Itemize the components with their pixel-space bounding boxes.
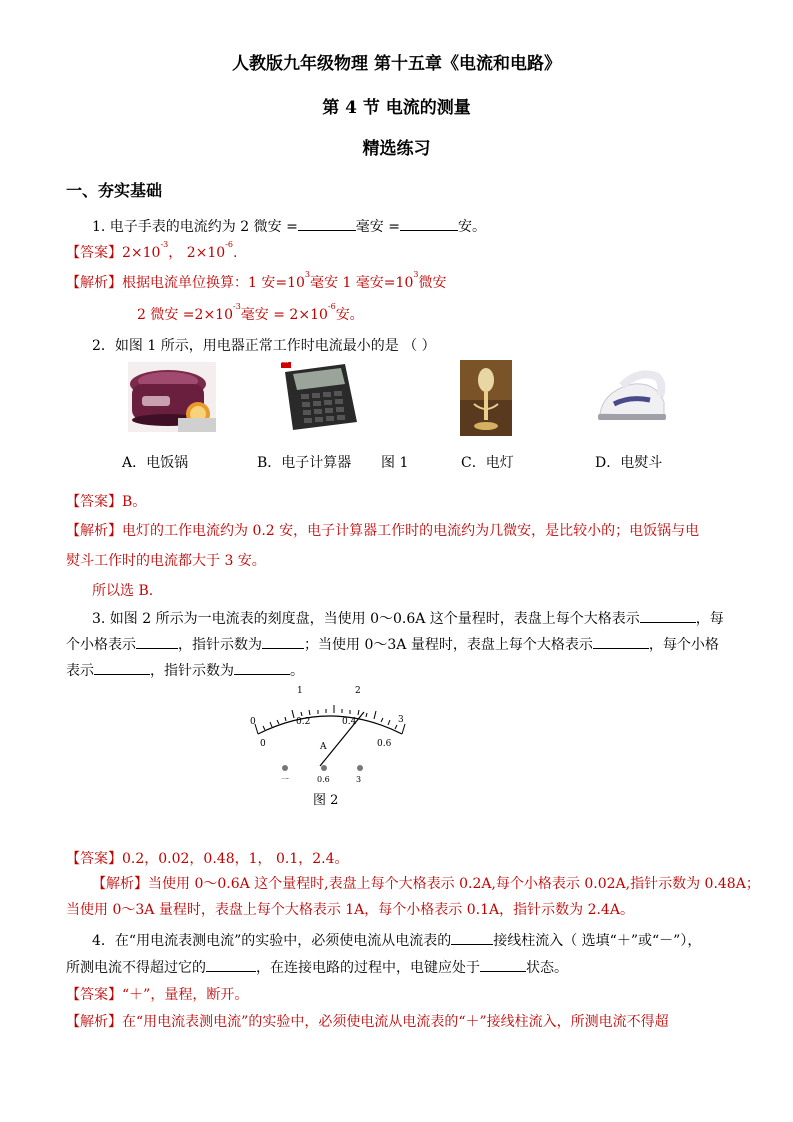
q3-line2: 个小格表示 ，指针示数为 ；当使用 0～3A 量程时，表盘上每个大格表示 ，每个小格: [66, 637, 719, 653]
option-c: C．电灯: [461, 455, 514, 471]
q2-answer: 【答案】B。: [66, 494, 147, 510]
q2-analysis: 【解析】电灯的工作电流约为 0.2 安，电子计算器工作时的电流约为几微安，是比较小的；电饭锅与电: [66, 523, 700, 539]
dial-unit: A: [320, 742, 327, 752]
option-d: D．电熨斗: [595, 455, 663, 471]
dial-inner-0: 0: [260, 739, 266, 749]
doc-title: 人教版九年级物理 第十五章《电流和电路》: [232, 54, 561, 74]
option-b: B．电子计算器: [257, 455, 352, 471]
q3-analysis-line2: 当使用 0～3A 量程时，表盘上每个大格表示 1A，每个小格表示 0.1A，指针示数为 2.4A。: [66, 902, 634, 918]
q1-question: 1. 电子手表的电流约为 2 微安 = 毫安 = 安。: [92, 219, 486, 235]
calculator-image: [279, 360, 359, 432]
lamp-image: [460, 360, 512, 436]
q1-analysis-line2: 2 微安 $=2\times 10^{-3}$毫安 = $2\times 10^{-6}$安。: [137, 302, 364, 323]
section-title: 第 4 节 电流的测量: [322, 98, 471, 118]
subtitle: 精选练习: [362, 139, 431, 159]
terminal-negative: 一: [281, 775, 289, 784]
fig2-label: 图 2: [313, 793, 339, 808]
iron-image: [594, 362, 670, 432]
dial-outer-0: 0: [250, 717, 256, 727]
terminal-3: 3: [356, 775, 362, 784]
fig1-label: 图 1: [381, 455, 409, 471]
q4-analysis: 【解析】在“用电流表测电流”的实验中，必须使电流从电流表的“＋”接线柱流入，所测电流不得超: [66, 1014, 669, 1030]
q1-analysis: 【解析】根据电流单位换算：1 安$=10^3$毫安 1 毫安$=10^3$微安: [66, 270, 447, 291]
q4-line1: 4．在“用电流表测电流”的实验中，必须使电流从电流表的 接线柱流入（ 选填“＋”或“－”），: [92, 933, 702, 949]
dial-inner-1: 0.2: [296, 717, 311, 727]
section-heading: 一、夯实基础: [66, 181, 163, 200]
ammeter-dial: [240, 684, 420, 788]
dial-outer-3: 3: [398, 715, 404, 725]
option-a: A．电饭锅: [122, 455, 189, 471]
q3-line3: 表示 ，指针示数为 。: [66, 663, 304, 679]
dial-inner-3: 0.6: [377, 739, 392, 749]
q2-analysis-line2: 熨斗工作时的电流都大于 3 安。: [66, 553, 266, 569]
dial-outer-2: 2: [355, 686, 361, 696]
dial-outer-1: 1: [297, 686, 303, 696]
q2-conclusion: 所以选 B.: [92, 583, 154, 599]
q3-answer: 【答案】0.2，0.02，0.48，1， 0.1，2.4。: [66, 851, 349, 867]
q3-line1: 3. 如图 2 所示为一电流表的刻度盘，当使用 0～0.6A 这个量程时，表盘上每个大格表示 ，每: [92, 611, 724, 627]
dial-inner-2: 0.4: [342, 717, 357, 727]
calculator-brand: deli: [279, 359, 289, 365]
q4-answer: 【答案】“＋”，量程，断开。: [66, 987, 249, 1003]
q1-answer: 【答案】$2\times 10^{-3}$， $2\times 10^{-6}$.: [66, 240, 238, 261]
q2-question: 2．如图 1 所示，用电器正常工作时电流最小的是 （ ）: [92, 338, 436, 354]
rice-cooker-image: [128, 362, 216, 432]
q4-line2: 所测电流不得超过它的 ，在连接电路的过程中，电键应处于 状态。: [66, 960, 568, 976]
q3-analysis: 【解析】当使用 0～0.6A 这个量程时,表盘上每个大格表示 0.2A,每个小格表示 0.02A,指针示数为 0.48A；: [92, 876, 760, 892]
terminal-06: 0.6: [317, 775, 330, 784]
